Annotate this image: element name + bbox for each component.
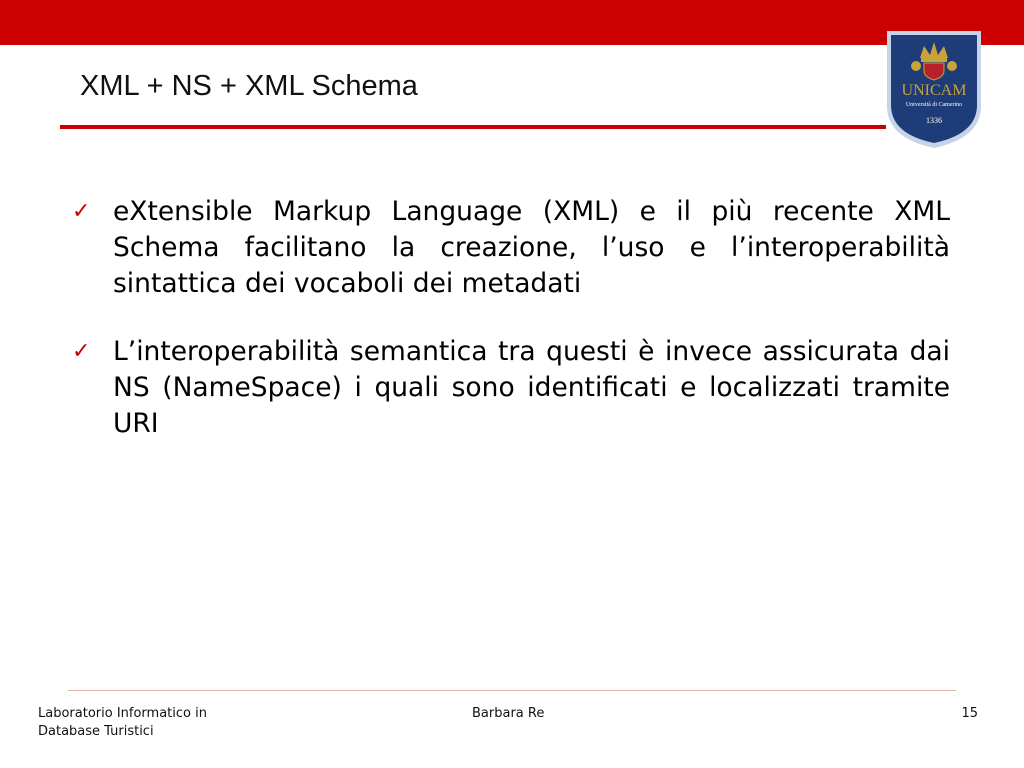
footer-author: Barbara Re	[472, 706, 545, 721]
logo-subtitle: Università di Camerino	[905, 102, 963, 108]
page-number: 15	[961, 706, 978, 721]
header-bar	[0, 0, 1024, 45]
title-underline	[60, 125, 886, 129]
footer-course-line2: Database Turistici	[38, 724, 154, 739]
logo-name: UNICAM	[901, 82, 967, 99]
footer-divider	[68, 690, 956, 691]
logo-year: 1336	[926, 116, 942, 125]
bullet-text: L’interoperabilità semantica tra questi è invece assicurata dai NS (NameSpace) i quali sono identificati e localizzati tramite URI	[113, 336, 950, 439]
slide-title: XML + NS + XML Schema	[80, 70, 418, 102]
bullet-item	[68, 194, 950, 302]
bullet-list	[68, 194, 950, 474]
unicam-logo	[884, 28, 984, 150]
check-icon: ✓	[72, 199, 91, 224]
check-icon: ✓	[72, 339, 91, 364]
bullet-item	[68, 334, 950, 442]
footer-course-line1: Laboratorio Informatico in	[38, 706, 207, 721]
bullet-text: eXtensible Markup Language (XML) e il più recente XML Schema facilitano la creazione, l’uso e l’interoperabilità sintattica dei vocaboli dei metadati	[113, 196, 950, 299]
footer-course	[38, 705, 268, 741]
